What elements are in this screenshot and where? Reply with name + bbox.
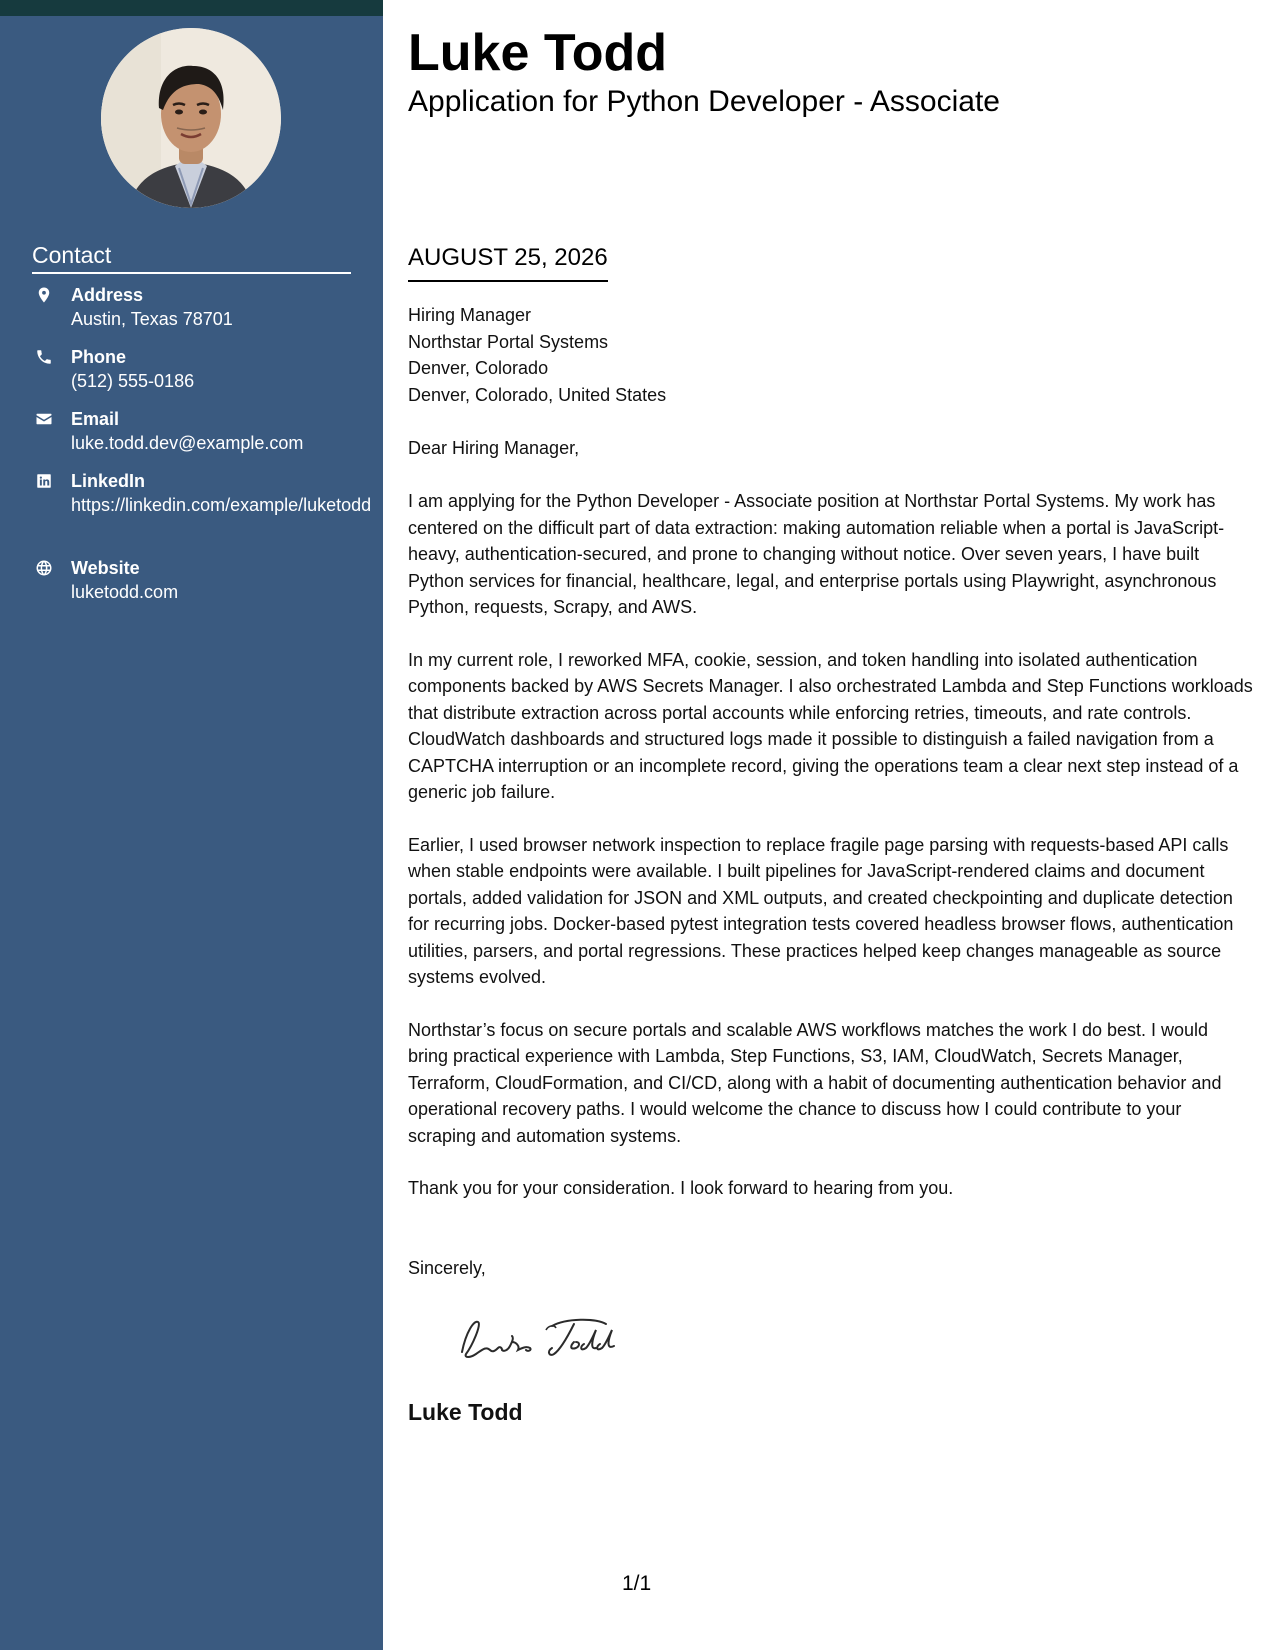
recipient-line: Hiring Manager xyxy=(408,305,532,325)
contact-value: Austin, Texas 78701 xyxy=(71,309,233,329)
map-pin-icon xyxy=(35,286,53,304)
recipient-block xyxy=(408,302,666,408)
body-paragraph: Northstar’s focus on secure portals and scalable AWS workflows matches the work I do best. I would bring practical experience with Lambda, Step Functions, S3, IAM, CloudWatch, Secrets Manager, Terraform, CloudFormation, and CI/CD, along with a habit of documenting authentication behavior and operational recovery paths. I would welcome the chance to discuss how I could contribute to your scraping and automation systems. xyxy=(408,1019,1222,1146)
contact-list xyxy=(32,283,372,618)
contact-website xyxy=(32,556,362,618)
envelope-icon xyxy=(35,410,53,428)
contact-email xyxy=(32,407,362,469)
application-title: Application for Python Developer - Associate xyxy=(408,85,1000,118)
contact-value: (512) 555-0186 xyxy=(71,371,195,391)
letter-body xyxy=(408,488,1253,1228)
contact-link[interactable]: luketodd.com xyxy=(71,582,179,602)
contact-label: Email xyxy=(71,409,120,429)
signature xyxy=(456,1312,626,1366)
body-paragraph: Earlier, I used browser network inspection to replace fragile page parsing with requests-based API calls when stable endpoints were available. I built pipelines for JavaScript-rendered claims and document portals, added validation for JSON and XML outputs, and created checkpointing and duplicate detection for recurring jobs. Docker-based pytest integration tests covered headless browser flows, authentication utilities, parsers, and portal regressions. These practices helped keep changes manageable as source systems evolved. xyxy=(408,834,1234,987)
contact-value: luke.todd.dev@example.com xyxy=(71,433,304,453)
contact-heading: Contact xyxy=(32,240,351,274)
body-paragraph: Thank you for your consideration. I look forward to hearing from you. xyxy=(408,1178,954,1198)
contact-label: Address xyxy=(71,285,144,305)
salutation: Dear Hiring Manager, xyxy=(408,438,580,458)
contact-address xyxy=(32,283,362,345)
contact-linkedin xyxy=(32,469,372,556)
avatar xyxy=(101,28,281,208)
letter-date: AUGUST 25, 2026 xyxy=(408,242,608,282)
contact-label: LinkedIn xyxy=(71,471,146,491)
body-paragraph: In my current role, I reworked MFA, cookie, session, and token handling into isolated authentication components backed by AWS Secrets Manager. I also orchestrated Lambda and Step Functions workloads that distribute extraction across portal accounts while enforcing retries, timeouts, and rate controls. CloudWatch dashboards and structured logs made it possible to distinguish a failed navigation from a CAPTCHA interruption or an incomplete record, giving the operations team a clear next step instead of a generic job failure. xyxy=(408,649,1253,802)
signature-image xyxy=(456,1312,626,1366)
profile-photo xyxy=(101,28,281,208)
contact-phone xyxy=(32,345,362,407)
phone-icon xyxy=(35,348,53,366)
recipient-line: Denver, Colorado, United States xyxy=(408,384,667,405)
recipient-line: Northstar Portal Systems xyxy=(408,331,609,352)
globe-icon xyxy=(35,559,53,577)
closing: Sincerely, xyxy=(408,1258,486,1278)
signed-name: Luke Todd xyxy=(408,1399,523,1425)
contact-link[interactable]: https://linkedin.com/example/luketodd xyxy=(71,495,372,515)
applicant-name: Luke Todd xyxy=(408,24,668,82)
linkedin-icon xyxy=(35,472,53,490)
page-number: 1/1 xyxy=(622,1572,652,1595)
sidebar-top-bar xyxy=(0,0,383,16)
contact-label: Phone xyxy=(71,347,127,367)
contact-label: Website xyxy=(71,558,140,578)
body-paragraph: I am applying for the Python Developer - Associate position at Northstar Portal Systems. My work has centered on the difficult part of data extraction: making automation reliable when a portal is JavaScript-heavy, authentication-secured, and prone to changing without notice. Over seven years, I have built Python services for financial, healthcare, legal, and enterprise portals using Playwright, asynchronous Python, requests, Scrapy, and AWS. xyxy=(408,491,1225,617)
recipient-line: Denver, Colorado xyxy=(408,358,549,378)
sidebar xyxy=(0,0,383,1650)
